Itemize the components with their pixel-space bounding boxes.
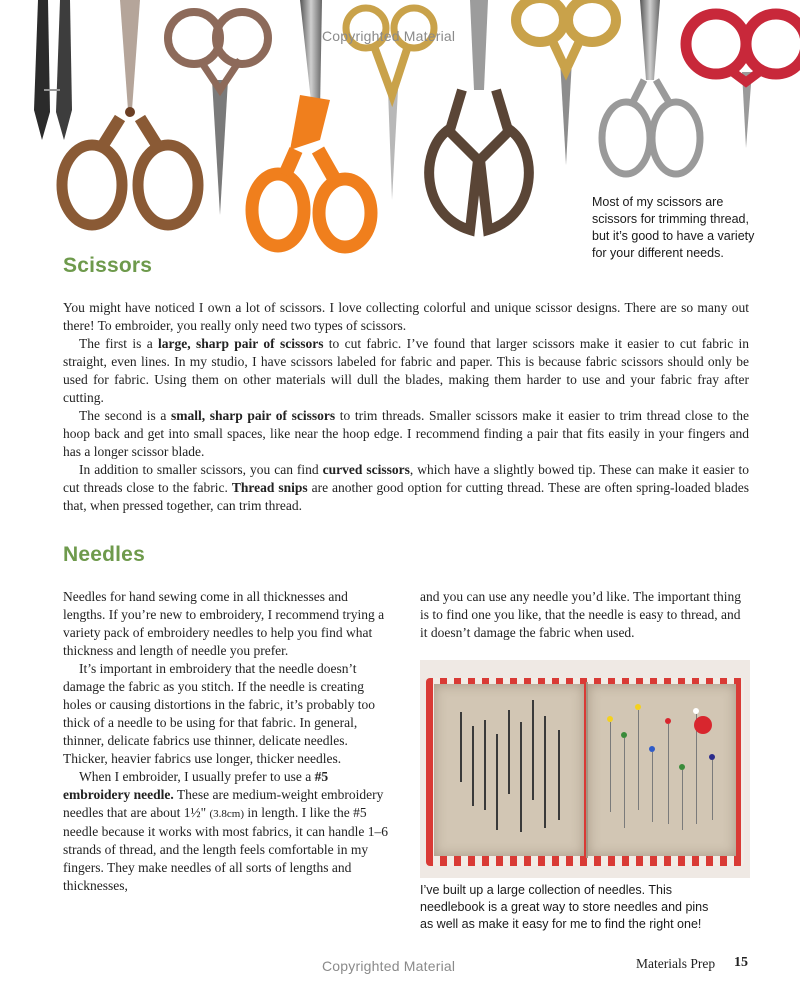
text-run: in length. I like the #5 needle because it works with most fabrics, it can handle 1–6 strands of thread, and the length feels comfortable in my fingers. They make needles of all sorts of lengths and thicknesses, [63, 805, 389, 893]
needles-column-left [63, 588, 390, 895]
needles-paragraph-3 [63, 768, 390, 895]
text-run: In addition to smaller scissors, you can find [79, 462, 323, 477]
needle-icon [508, 710, 510, 794]
pin-icon [682, 770, 683, 830]
bold-term: Thread snips [231, 480, 308, 495]
bold-term: curved scissors [322, 462, 410, 477]
needles-column-right [420, 588, 750, 642]
text-run: These are medium-weight embroidery needles that are about 1½" [63, 787, 384, 820]
needle-icon [460, 712, 462, 782]
needles-heading: Needles [63, 543, 145, 566]
needle-icon [484, 720, 486, 810]
needle-icon [544, 716, 546, 828]
caption-line: Most of my scissors are [592, 195, 724, 209]
watermark-bottom: Copyrighted Material [322, 958, 456, 974]
needlebook-photo [420, 660, 750, 878]
pin-head-icon [679, 764, 685, 770]
caption-line: as well as make it easy for me to find the right one! [420, 917, 702, 931]
needles-paragraph-1: Needles for hand sewing come in all thicknesses and lengths. If you’re new to embroidery, I recommend trying a variety pack of embroidery needles to help you find what thickness and length of needle you prefer. [63, 589, 385, 658]
pin-head-icon [607, 716, 613, 722]
scissors-paragraph-1: You might have noticed I own a lot of scissors. I love collecting colorful and unique scissor designs. There are so many out there! To embroider, you really only need two types of scissors. [63, 300, 749, 333]
pincushion-icon [694, 716, 712, 734]
caption-line: scissors for trimming thread, [592, 212, 749, 226]
scissors-body [63, 299, 749, 515]
pin-icon [624, 738, 625, 828]
bold-term: #5 embroidery needle. [63, 769, 329, 802]
pin-head-icon [649, 746, 655, 752]
needlebook-photo-caption [420, 882, 750, 933]
text-run: to trim threads. Smaller scissors make it easier to trim thread close to the hoop back and get into small spaces, like near the hoop edge. I recommend finding a pair that fits easily in your fingers and has a longer scissor blade. [63, 408, 749, 459]
needles-paragraph-2: It’s important in embroidery that the needle doesn’t damage the fabric as you stitch. If the needle is creating holes or causing distortions in the fabric, it’s probably too thick of a needle to be using for that fabric. In general, thinner, delicate fabrics use thinner, delicate needles. Thicker, heavier fabrics use longer, thicker needles. [63, 661, 375, 766]
pin-icon [638, 710, 639, 810]
needle-icon [558, 730, 560, 820]
text-run: The second is a [79, 408, 171, 423]
pin-icon [668, 724, 669, 824]
caption-line: needlebook is a great way to store needles and pins [420, 900, 709, 914]
caption-line: for your different needs. [592, 246, 724, 260]
red-scissors-icon [686, 14, 800, 148]
pin-head-icon [665, 718, 671, 724]
needles-paragraph-4: and you can use any needle you’d like. The important thing is to find one you like, that the needle is easy to thread, and it doesn’t damage the fabric when used. [420, 589, 742, 640]
pin-head-icon [693, 708, 699, 714]
scissors-heading: Scissors [63, 254, 153, 277]
scissors-photo-caption [592, 194, 792, 262]
caption-line: but it’s good to have a variety [592, 229, 755, 243]
scissors-paragraph-4 [63, 461, 749, 515]
needle-icon [472, 726, 474, 806]
needle-icon [496, 734, 498, 830]
pin-icon [712, 760, 713, 820]
text-run: , which have a slightly bowed tip. These can make it easier to cut threads close to the fabric. [63, 462, 749, 495]
pin-head-icon [635, 704, 641, 710]
scissors-paragraph-2 [63, 335, 749, 407]
pin-icon [610, 722, 611, 812]
bold-term: small, sharp pair of scissors [171, 408, 336, 423]
bronze-scissors-icon [62, 0, 198, 225]
watermark-top: Copyrighted Material [322, 28, 456, 44]
pin-head-icon [709, 754, 715, 760]
caption-line: I’ve built up a large collection of needles. This [420, 883, 673, 897]
needlebook-spine [586, 682, 588, 858]
needle-icon [532, 700, 534, 800]
pin-head-icon [621, 732, 627, 738]
bold-term: large, sharp pair of scissors [158, 336, 324, 351]
text-run: The first is a [79, 336, 159, 351]
pin-icon [652, 752, 653, 822]
text-run: When I embroider, I usually prefer to use a [79, 769, 315, 784]
text-run: to cut fabric. I’ve found that larger scissors make it easier to cut fabric in straight, even lines. In my studio, I have scissors labeled for fabric and paper. This is because fabric scissors should only be used for fabric. Using them on other materials will dull the blades, making them harder to use and your fabric fray after cutting. [63, 336, 750, 405]
text-run: are another good option for cutting thread. These are often spring-loaded blades that, when pressed together, can trim thread. [63, 480, 749, 513]
page-number: 15 [734, 955, 748, 970]
scissors-paragraph-3 [63, 407, 749, 461]
needle-icon [520, 722, 522, 832]
metric-size: (3.8cm) [209, 808, 244, 820]
thread-snips-icon [34, 0, 72, 140]
footer-section-title: Materials Prep [636, 956, 716, 971]
